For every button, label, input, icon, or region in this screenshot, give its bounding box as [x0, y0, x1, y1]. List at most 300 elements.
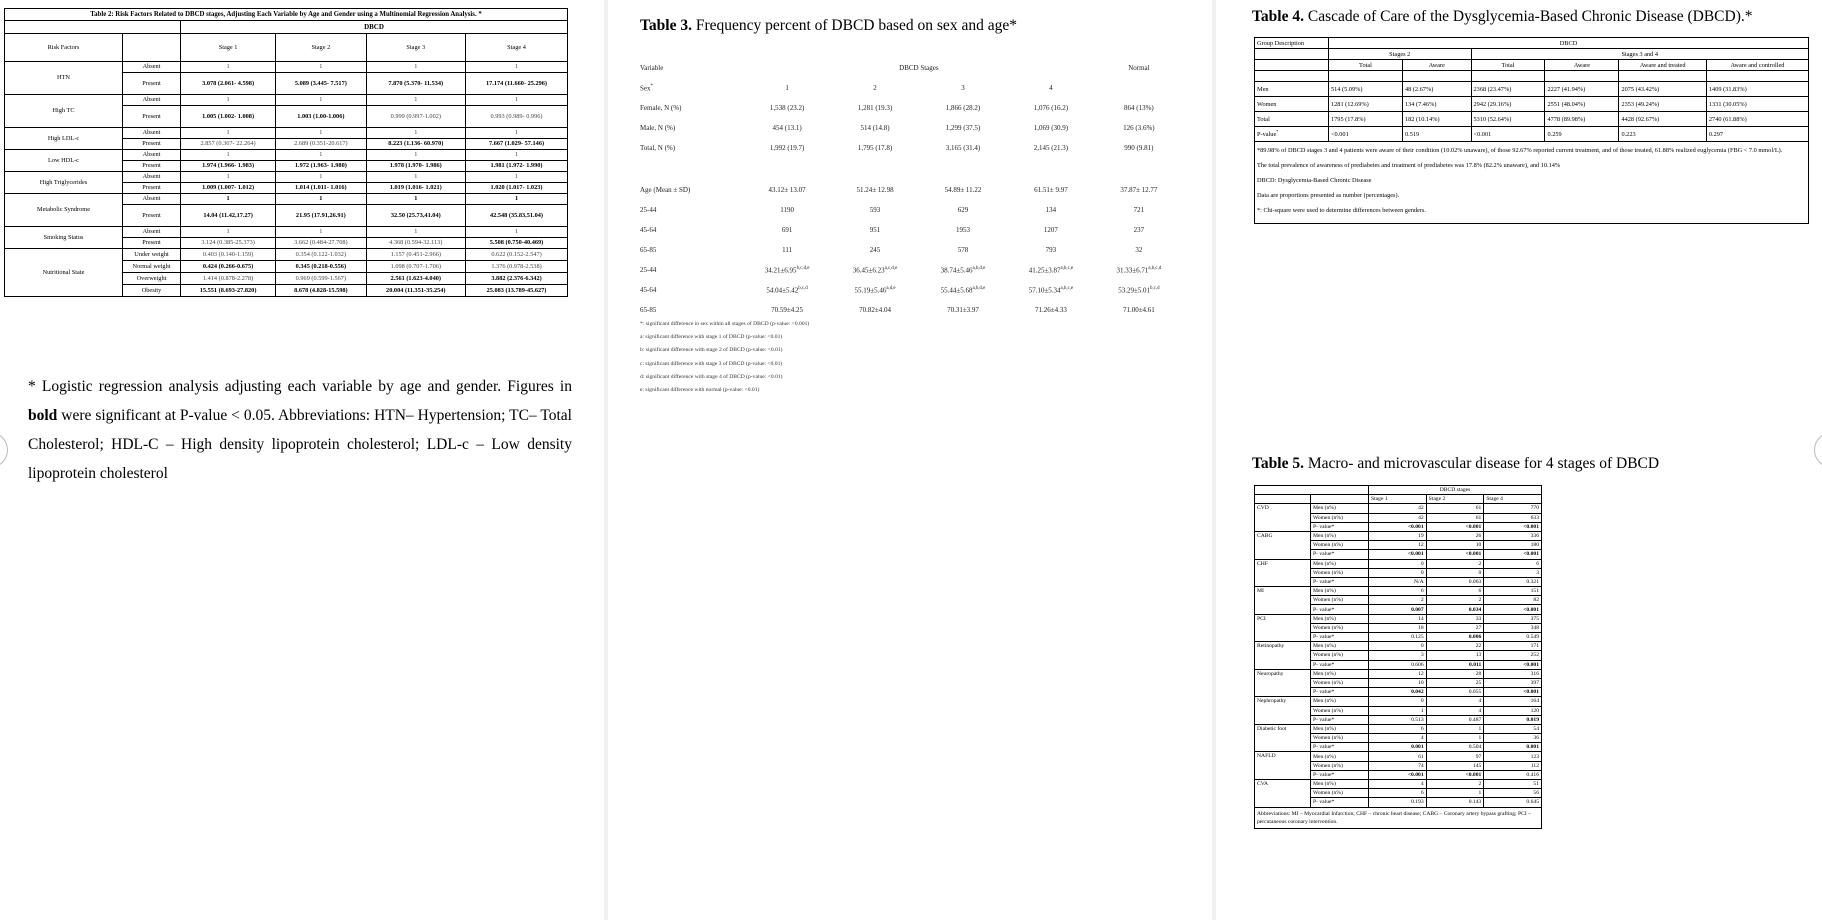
odds-ratio-cell: 1	[181, 194, 276, 205]
disease-name: NAFLD	[1255, 752, 1311, 780]
odds-ratio-cell: 1	[466, 194, 568, 205]
footnote-line: d: significant difference with stage 4 of DBCD (p-value: <0.01)	[640, 373, 783, 380]
value-cell: 4428 (92.67%)	[1619, 112, 1706, 127]
cell-text: 245	[869, 246, 881, 254]
sex-label: Men (n%)	[1311, 504, 1369, 513]
blank-cell	[1619, 71, 1706, 82]
odds-ratio-cell: 4.368 (0.594-32.113)	[366, 238, 466, 249]
risk-factor-name: HTN	[5, 62, 123, 95]
table-3	[638, 58, 1183, 320]
subheader: Aware and controlled	[1706, 60, 1808, 71]
count-cell: 26	[1426, 531, 1484, 540]
cell-text: 45-64	[640, 226, 657, 234]
blank-cell	[1311, 495, 1369, 504]
table-2-caption: Table 2: Risk Factors Related to DBCD stages, Adjusting Each Variable by Age and Gender using a Multinomial Regression Analysis. *	[5, 9, 568, 21]
odds-ratio-cell: 0.969 (0.599-1.567)	[276, 273, 366, 285]
row-label	[638, 180, 743, 200]
table-row	[1255, 142, 1809, 224]
risk-level-label: Present	[123, 106, 181, 128]
risk-level-label: Present	[123, 139, 181, 150]
risk-factor-name: Metabolic Syndrome	[5, 194, 123, 227]
odds-ratio-cell: 1	[366, 62, 466, 73]
cell-text: 37.87± 12.77	[1120, 186, 1158, 194]
value-cell: 134 (7.46%)	[1402, 97, 1471, 112]
value-cell	[831, 280, 919, 300]
cell-text: 111	[782, 246, 793, 254]
disease-name: Neuropathy	[1255, 669, 1311, 697]
odds-ratio-cell: 1.414 (0.878-2.278)	[181, 273, 276, 285]
cell-text: 454 (13.1)	[772, 124, 802, 132]
p-value-cell: 0.416	[1484, 770, 1542, 779]
disease-name: Retinopathy	[1255, 642, 1311, 670]
table-row	[1255, 49, 1809, 60]
count-cell: 123	[1484, 752, 1542, 761]
value-cell	[1007, 138, 1095, 158]
cell-text: 57.10±5.34	[1028, 286, 1061, 295]
value-cell: 2740 (61.88%)	[1706, 112, 1808, 127]
odds-ratio-cell: 3.662 (0.484-27.708)	[276, 238, 366, 249]
odds-ratio-cell: 42.548 (35.83,51.04)	[466, 205, 568, 227]
sex-label: Men (n%)	[1311, 780, 1369, 789]
odds-ratio-cell: 7.667 (1.029- 57.146)	[466, 139, 568, 150]
odds-ratio-cell: 1	[276, 227, 366, 238]
table-row	[1255, 780, 1542, 789]
cell-text: 34.21±6.95	[764, 266, 797, 275]
count-cell: 42	[1369, 504, 1427, 513]
count-cell: 61	[1426, 513, 1484, 522]
count-cell: 4	[1369, 780, 1427, 789]
cell-text: 55.44±5.68	[940, 286, 973, 295]
cell-text: 629	[957, 206, 969, 214]
stage-header: Stage 2	[1426, 495, 1484, 504]
table-row	[1255, 486, 1542, 495]
table-row	[638, 180, 1183, 200]
table-row	[638, 240, 1183, 260]
p-value-label: P- value*	[1311, 770, 1369, 779]
p-value-cell: 0.063	[1426, 577, 1484, 586]
dbcd-header: DBCD	[1329, 38, 1809, 49]
value-cell: 2551 (48.04%)	[1545, 97, 1619, 112]
p-value-cell: 0.645	[1484, 798, 1542, 807]
risk-level-label: Present	[123, 205, 181, 227]
footnote-line: b: significant difference with stage 2 of DBCD (p-value: <0.01)	[640, 347, 783, 354]
p-value-cell: 0.125	[1369, 633, 1427, 642]
p-value-label: P- value*	[1311, 522, 1369, 531]
odds-ratio-cell: 25.083 (13.789-45.627)	[466, 285, 568, 297]
count-cell: 151	[1484, 587, 1542, 596]
table-3-title: Table 3. Frequency percent of DBCD based on sex and age*	[640, 17, 1017, 34]
value-cell: 2368 (23.47%)	[1471, 82, 1545, 97]
blank-cell	[1255, 495, 1311, 504]
blank-cell	[1706, 71, 1808, 82]
value-cell: 1281 (12.69%)	[1329, 97, 1403, 112]
risk-level-label: Overweight	[123, 273, 181, 285]
dbcd-header: DBCD	[181, 21, 568, 34]
risk-level-label: Under weight	[123, 249, 181, 261]
count-cell: 33	[1426, 614, 1484, 623]
table-row	[5, 194, 568, 205]
table-row	[1255, 807, 1542, 828]
cell-text: 1,992 (19.7)	[769, 144, 805, 152]
count-cell: 4	[1426, 697, 1484, 706]
value-cell	[1007, 220, 1095, 240]
count-cell: 2	[1369, 596, 1427, 605]
blank-cell	[1471, 71, 1545, 82]
value-cell	[1095, 280, 1183, 300]
subheader: Total	[1471, 60, 1545, 71]
odds-ratio-cell: 1.376 (0.978-2.538)	[466, 261, 568, 273]
table-row	[638, 78, 1183, 98]
count-cell: 633	[1484, 513, 1542, 522]
cell-text: 1,795 (17.8)	[857, 144, 893, 152]
cell-text: 70.31±3.97	[947, 306, 979, 314]
odds-ratio-cell: 0.993 (0.989- 0.996)	[466, 106, 568, 128]
table-row	[5, 62, 568, 73]
cell-text: 38.74±5.46	[940, 266, 973, 275]
subheader: Aware	[1545, 60, 1619, 71]
count-cell: 25	[1426, 678, 1484, 687]
odds-ratio-cell: 1	[181, 128, 276, 139]
table-row	[1255, 495, 1542, 504]
count-cell: 61	[1369, 752, 1427, 761]
cell-text: 54.89± 11.22	[944, 186, 982, 194]
count-cell: 28	[1426, 669, 1484, 678]
odds-ratio-cell: 14.04 (11.42,17.27)	[181, 205, 276, 227]
stage-header: Stage 4	[466, 34, 568, 62]
superscript: a,b,d,e	[972, 285, 986, 291]
value-cell	[831, 200, 919, 220]
count-cell: 4	[1369, 734, 1427, 743]
p-value-cell: 0.001	[1369, 743, 1427, 752]
table-row	[1255, 82, 1809, 97]
cell-text: 2,145 (21.3)	[1033, 144, 1069, 152]
stages-3-4-header: Stages 3 and 4	[1471, 49, 1808, 60]
table-row	[638, 118, 1183, 138]
disease-name: MI	[1255, 587, 1311, 615]
value-cell	[743, 220, 831, 240]
blank-cell	[123, 34, 181, 62]
table-row	[5, 128, 568, 139]
table-row	[1255, 724, 1542, 733]
cell-text: 2	[873, 84, 877, 92]
row-label	[638, 200, 743, 220]
footnote-line: a: significant difference with stage 1 of DBCD (p-value: <0.01)	[640, 334, 783, 341]
p-value-cell: 0.001	[1484, 743, 1542, 752]
value-cell: 0.259	[1545, 127, 1619, 142]
value-cell: <0.001	[1471, 127, 1545, 142]
p-value-cell: <0.001	[1484, 550, 1542, 559]
value-cell	[831, 118, 919, 138]
odds-ratio-cell: 1	[276, 128, 366, 139]
odds-ratio-cell: 15.551 (8.693-27.820)	[181, 285, 276, 297]
p-value-cell: <0.001	[1369, 550, 1427, 559]
count-cell: 6	[1369, 587, 1427, 596]
value-cell	[919, 220, 1007, 240]
value-cell	[831, 220, 919, 240]
risk-level-label: Obesity	[123, 285, 181, 297]
group-label	[1255, 97, 1329, 112]
value-cell: 514 (5.09%)	[1329, 82, 1403, 97]
value-cell	[743, 158, 831, 180]
count-cell: 1	[1426, 724, 1484, 733]
count-cell: 51	[1484, 780, 1542, 789]
cell-text: 1	[785, 84, 789, 92]
table-row	[5, 95, 568, 106]
table-row	[5, 249, 568, 261]
superscript: b,c,d,e	[796, 265, 810, 271]
blank-cell	[5, 21, 181, 34]
disease-name: CVA	[1255, 780, 1311, 808]
value-cell	[919, 118, 1007, 138]
cell-text: 1190	[780, 206, 794, 214]
p-value-label: P- value*	[1311, 660, 1369, 669]
note-line: *89.98% of DBCD stages 3 and 4 patients were aware of their condition (10.02% unaware), of those 92.67% reported current treatment, and of those treated, 61.88% realized euglycemia (FBG < 7.0 mmol/L).	[1257, 147, 1783, 154]
cell-text: 61.51± 9.97	[1034, 186, 1068, 194]
value-cell	[1007, 158, 1095, 180]
odds-ratio-cell: 1	[466, 227, 568, 238]
sex-label: Men (n%)	[1311, 752, 1369, 761]
odds-ratio-cell: 32.50 (25.73,41.04)	[366, 205, 466, 227]
odds-ratio-cell: 1	[181, 227, 276, 238]
superscript: a,b,d,e	[972, 265, 986, 271]
cell-text: 237	[1133, 226, 1145, 234]
table-row	[638, 220, 1183, 240]
odds-ratio-cell: 21.95 (17.91,26.91)	[276, 205, 366, 227]
odds-ratio-cell: 0.424 (0.266-0.675)	[181, 261, 276, 273]
superscript: *	[1276, 129, 1279, 135]
count-cell: 27	[1426, 623, 1484, 632]
count-cell: 2	[1426, 780, 1484, 789]
odds-ratio-cell: 3.882 (2.376-6.342)	[466, 273, 568, 285]
cell-text: 1,538 (23.2)	[769, 104, 805, 112]
cell-text: 1,076 (16.2)	[1033, 104, 1069, 112]
superscript: a,b,c,e	[1060, 265, 1074, 271]
table-row	[1255, 71, 1809, 82]
value-cell	[1007, 180, 1095, 200]
p-value-cell: 0.193	[1369, 798, 1427, 807]
value-cell	[743, 200, 831, 220]
value-cell: 2075 (43.42%)	[1619, 82, 1706, 97]
odds-ratio-cell: 0.345 (0.218-0.556)	[276, 261, 366, 273]
table-row	[1255, 559, 1542, 568]
group-label	[1255, 127, 1329, 142]
value-cell: <0.001	[1329, 127, 1403, 142]
sex-label: Women (n%)	[1311, 789, 1369, 798]
p-value-cell: <0.001	[1369, 522, 1427, 531]
count-cell: 22	[1426, 642, 1484, 651]
risk-factor-name: High Triglycerides	[5, 172, 123, 194]
cell-text: 41.25±3.87	[1028, 266, 1061, 275]
table-row	[5, 21, 568, 34]
value-cell	[1095, 200, 1183, 220]
risk-level-label: Absent	[123, 194, 181, 205]
count-cell: 61	[1426, 504, 1484, 513]
count-cell: 164	[1484, 697, 1542, 706]
odds-ratio-cell: 2.689 (0.351-20.617)	[276, 139, 366, 150]
value-cell	[743, 98, 831, 118]
odds-ratio-cell: 1.157 (0.451-2.966)	[366, 249, 466, 261]
value-cell: 0.519	[1402, 127, 1471, 142]
page-3	[1216, 0, 1822, 920]
value-cell: 1795 (17.8%)	[1329, 112, 1403, 127]
sex-label: Women (n%)	[1311, 513, 1369, 522]
value-cell	[831, 260, 919, 280]
odds-ratio-cell: 1	[276, 194, 366, 205]
table-row	[5, 9, 568, 21]
sex-label: Women (n%)	[1311, 734, 1369, 743]
count-cell: 4	[1426, 706, 1484, 715]
row-label	[638, 138, 743, 158]
p-value-label: P- value*	[1311, 743, 1369, 752]
value-cell	[919, 180, 1007, 200]
table-row	[1255, 669, 1542, 678]
cell-text: Women	[1257, 100, 1277, 108]
cell-text: 990 (9.81)	[1124, 144, 1154, 152]
p-value-cell: N/A	[1369, 577, 1427, 586]
value-cell	[743, 118, 831, 138]
blank-cell	[1255, 71, 1329, 82]
cell-text: 1,069 (30.9)	[1033, 124, 1069, 132]
value-cell: 2942 (29.16%)	[1471, 97, 1545, 112]
value-cell: 0.297	[1706, 127, 1808, 142]
odds-ratio-cell: 8.223 (1.136- 60.970)	[366, 139, 466, 150]
value-cell	[831, 300, 919, 320]
risk-factor-name: Smoking Status	[5, 227, 123, 249]
sex-label: Women (n%)	[1311, 706, 1369, 715]
odds-ratio-cell: 1	[466, 128, 568, 139]
value-cell	[1095, 138, 1183, 158]
disease-name: CVD	[1255, 504, 1311, 532]
cell-text: 691	[781, 226, 793, 234]
disease-name: CHF	[1255, 559, 1311, 587]
cell-text: 3,165 (31.4)	[945, 144, 981, 152]
value-cell	[1007, 78, 1095, 98]
stage-header: Stage 1	[181, 34, 276, 62]
table-2-footnote: * Logistic regression analysis adjusting each variable by age and gender. Figures in bold were significant at P-value < 0.05. Abbreviations: HTN– Hypertension; TC– Total Cholesterol; HDL-C – High density lipoprotein cholesterol; LDL-c – Low density lipoprotein cholesterol	[28, 378, 572, 482]
cell-text: 53.29±5.01	[1118, 286, 1151, 295]
count-cell: 348	[1484, 623, 1542, 632]
cell-text: Age (Mean ± SD)	[640, 186, 691, 194]
footnote-line: *: significant difference in sex within all stages of DBCD (p-value: <0.001)	[640, 321, 810, 327]
cell-text: 25-44	[640, 266, 657, 274]
p-value-cell: 0.055	[1426, 688, 1484, 697]
odds-ratio-cell: 5.508 (0.750-40.469)	[466, 238, 568, 249]
table-row	[638, 280, 1183, 300]
cell-text: 36.45±6.23	[852, 266, 885, 275]
value-cell	[743, 180, 831, 200]
dbcd-stages-header: DBCD stages	[1369, 486, 1542, 495]
odds-ratio-cell: 1.019 (1.016- 1.021)	[366, 183, 466, 194]
row-label	[638, 260, 743, 280]
p-value-cell: 0.513	[1369, 715, 1427, 724]
count-cell: 36	[1484, 734, 1542, 743]
count-cell: 316	[1484, 669, 1542, 678]
superscript: b,c,d	[1150, 285, 1160, 291]
cell-text: 70.59±4.25	[771, 306, 804, 314]
odds-ratio-cell: 1.974 (1.966- 1.983)	[181, 161, 276, 172]
sex-label: Women (n%)	[1311, 761, 1369, 770]
risk-factor-name: Nutritional State	[5, 249, 123, 297]
stage-header: Stage 2	[276, 34, 366, 62]
table-row	[1255, 60, 1809, 71]
group-label	[1255, 112, 1329, 127]
value-cell	[743, 300, 831, 320]
odds-ratio-cell: 0.622 (0.152-2.547)	[466, 249, 568, 261]
subheader: Aware and treated	[1619, 60, 1706, 71]
table-3-notes	[640, 318, 1180, 397]
value-cell	[831, 98, 919, 118]
odds-ratio-cell: 0.403 (0.140-1.159)	[181, 249, 276, 261]
cell-text: 126 (3.6%)	[1123, 124, 1155, 132]
value-cell: 0.223	[1619, 127, 1706, 142]
note-line: The total prevalence of awareness of prediabetes and treatment of prediabetes was 17.8% (82.2% unaware), and 10.14%	[1257, 162, 1561, 169]
value-cell	[919, 98, 1007, 118]
cell-text: 721	[1133, 206, 1145, 214]
count-cell: 12	[1369, 541, 1427, 550]
value-cell: 5310 (52.64%)	[1471, 112, 1545, 127]
value-cell	[919, 300, 1007, 320]
odds-ratio-cell: 1.005 (1.002- 1.008)	[181, 106, 276, 128]
sex-label: Men (n%)	[1311, 669, 1369, 678]
superscript: a,b,c,e	[1060, 285, 1074, 291]
odds-ratio-cell: 1.003 (1.00-1.006)	[276, 106, 366, 128]
superscript: a,d,e	[886, 285, 896, 291]
cell-text: Male, N (%)	[640, 124, 676, 132]
value-cell	[919, 158, 1007, 180]
count-cell: 375	[1484, 614, 1542, 623]
odds-ratio-cell: 5.089 (3.445- 7.517)	[276, 73, 366, 95]
count-cell: 3	[1369, 651, 1427, 660]
count-cell: 97	[1426, 752, 1484, 761]
p-value-cell: <0.001	[1484, 605, 1542, 614]
cell-text: 593	[869, 206, 881, 214]
disease-name: PCI	[1255, 614, 1311, 642]
value-cell	[743, 280, 831, 300]
count-cell: 74	[1369, 761, 1427, 770]
page-2	[608, 0, 1212, 920]
blank-cell	[1329, 71, 1403, 82]
blank-cell	[1255, 49, 1329, 60]
value-cell	[1007, 280, 1095, 300]
p-value-cell: <0.001	[1426, 770, 1484, 779]
value-cell	[1095, 118, 1183, 138]
risk-level-label: Absent	[123, 128, 181, 139]
odds-ratio-cell: 1	[181, 62, 276, 73]
odds-ratio-cell: 1	[366, 172, 466, 183]
p-value-cell: 0.504	[1426, 743, 1484, 752]
cell-text: P-value	[1257, 131, 1277, 139]
superscript: a,b,c,d	[1148, 265, 1162, 271]
table-row	[1255, 127, 1809, 142]
p-value-cell: <0.001	[1426, 522, 1484, 531]
sex-label: Women (n%)	[1311, 678, 1369, 687]
value-cell	[919, 138, 1007, 158]
cell-text: Total, N (%)	[640, 144, 676, 152]
count-cell: 1	[1426, 789, 1484, 798]
odds-ratio-cell: 1.978 (1.970- 1.986)	[366, 161, 466, 172]
odds-ratio-cell: 1.972 (1.963- 1.980)	[276, 161, 366, 172]
count-cell: 336	[1484, 531, 1542, 540]
count-cell: 171	[1484, 642, 1542, 651]
count-cell: 10	[1369, 678, 1427, 687]
value-cell	[1007, 300, 1095, 320]
value-cell: 182 (10.14%)	[1402, 112, 1471, 127]
risk-level-label: Absent	[123, 227, 181, 238]
blank-cell	[1402, 71, 1471, 82]
cell-text: 1,299 (37.5)	[945, 124, 981, 132]
value-cell	[919, 78, 1007, 98]
stage-header: Stage 3	[366, 34, 466, 62]
